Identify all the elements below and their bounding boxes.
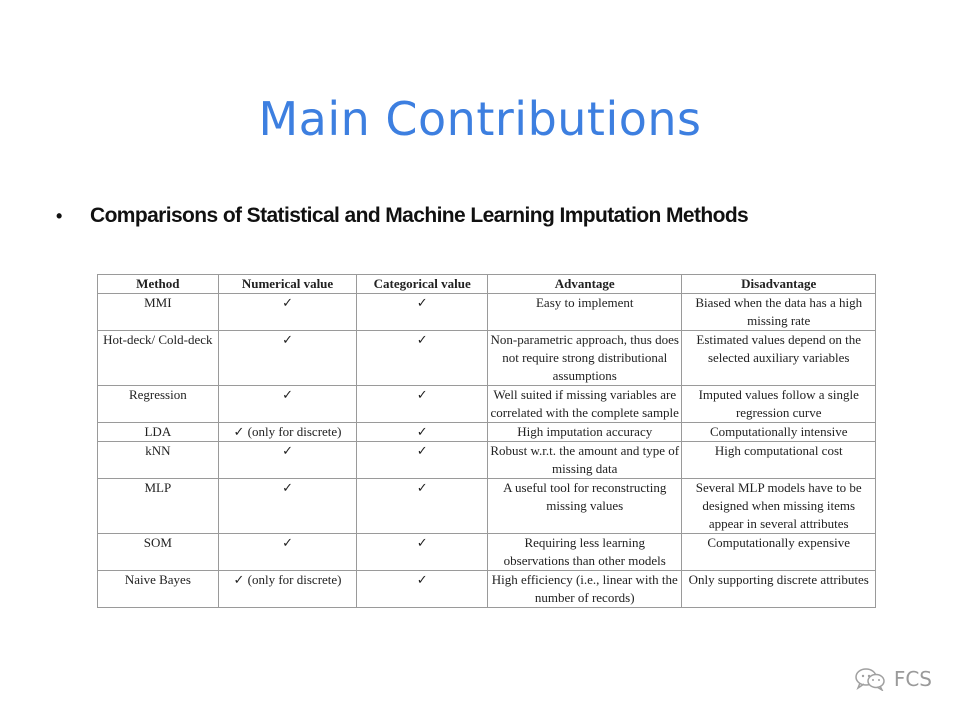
method-cell: Naive Bayes <box>98 571 219 608</box>
table-row <box>98 479 876 534</box>
method-cell: LDA <box>98 423 219 442</box>
categorical-cell: ✓ <box>357 423 488 442</box>
categorical-cell: ✓ <box>357 534 488 571</box>
watermark <box>854 667 932 691</box>
method-cell: SOM <box>98 534 219 571</box>
table-row <box>98 386 876 423</box>
table-row <box>98 423 876 442</box>
method-cell: MLP <box>98 479 219 534</box>
numerical-cell: ✓ (only for discrete) <box>218 571 357 608</box>
table-row <box>98 534 876 571</box>
categorical-cell: ✓ <box>357 571 488 608</box>
numerical-cell: ✓ <box>218 294 357 331</box>
advantage-cell: High efficiency (i.e., linear with the number of records) <box>488 571 682 608</box>
disadvantage-cell: Computationally expensive <box>682 534 876 571</box>
advantage-cell: A useful tool for reconstructing missing values <box>488 479 682 534</box>
header-disadvantage: Disadvantage <box>682 275 876 294</box>
advantage-cell: Well suited if missing variables are correlated with the complete sample <box>488 386 682 423</box>
disadvantage-cell: Imputed values follow a single regression curve <box>682 386 876 423</box>
comparison-table <box>97 274 876 608</box>
table-row <box>98 294 876 331</box>
advantage-cell: Robust w.r.t. the amount and type of missing data <box>488 442 682 479</box>
numerical-cell: ✓ <box>218 534 357 571</box>
header-advantage: Advantage <box>488 275 682 294</box>
method-cell: Regression <box>98 386 219 423</box>
advantage-cell: Non-parametric approach, thus does not require strong distributional assumptions <box>488 331 682 386</box>
disadvantage-cell: Biased when the data has a high missing rate <box>682 294 876 331</box>
bullet-symbol: • <box>56 205 62 226</box>
disadvantage-cell: Computationally intensive <box>682 423 876 442</box>
advantage-cell: Requiring less learning observations than other models <box>488 534 682 571</box>
wechat-icon <box>854 667 888 691</box>
categorical-cell: ✓ <box>357 331 488 386</box>
header-numerical: Numerical value <box>218 275 357 294</box>
table-header-row <box>98 275 876 294</box>
table-row <box>98 442 876 479</box>
numerical-cell: ✓ <box>218 386 357 423</box>
method-cell: Hot-deck/ Cold-deck <box>98 331 219 386</box>
categorical-cell: ✓ <box>357 294 488 331</box>
method-cell: kNN <box>98 442 219 479</box>
categorical-cell: ✓ <box>357 479 488 534</box>
categorical-cell: ✓ <box>357 442 488 479</box>
bullet-point <box>56 204 748 228</box>
disadvantage-cell: Estimated values depend on the selected auxiliary variables <box>682 331 876 386</box>
numerical-cell: ✓ <box>218 331 357 386</box>
numerical-cell: ✓ (only for discrete) <box>218 423 357 442</box>
disadvantage-cell: High computational cost <box>682 442 876 479</box>
numerical-cell: ✓ <box>218 479 357 534</box>
slide-title: Main Contributions <box>258 92 702 146</box>
bullet-text: Comparisons of Statistical and Machine Learning Imputation Methods <box>90 204 749 227</box>
header-categorical: Categorical value <box>357 275 488 294</box>
advantage-cell: High imputation accuracy <box>488 423 682 442</box>
method-cell: MMI <box>98 294 219 331</box>
advantage-cell: Easy to implement <box>488 294 682 331</box>
watermark-text: FCS <box>893 667 932 691</box>
numerical-cell: ✓ <box>218 442 357 479</box>
header-method: Method <box>98 275 219 294</box>
categorical-cell: ✓ <box>357 386 488 423</box>
table-row <box>98 331 876 386</box>
disadvantage-cell: Only supporting discrete attributes <box>682 571 876 608</box>
disadvantage-cell: Several MLP models have to be designed when missing items appear in several attributes <box>682 479 876 534</box>
table-row <box>98 571 876 608</box>
